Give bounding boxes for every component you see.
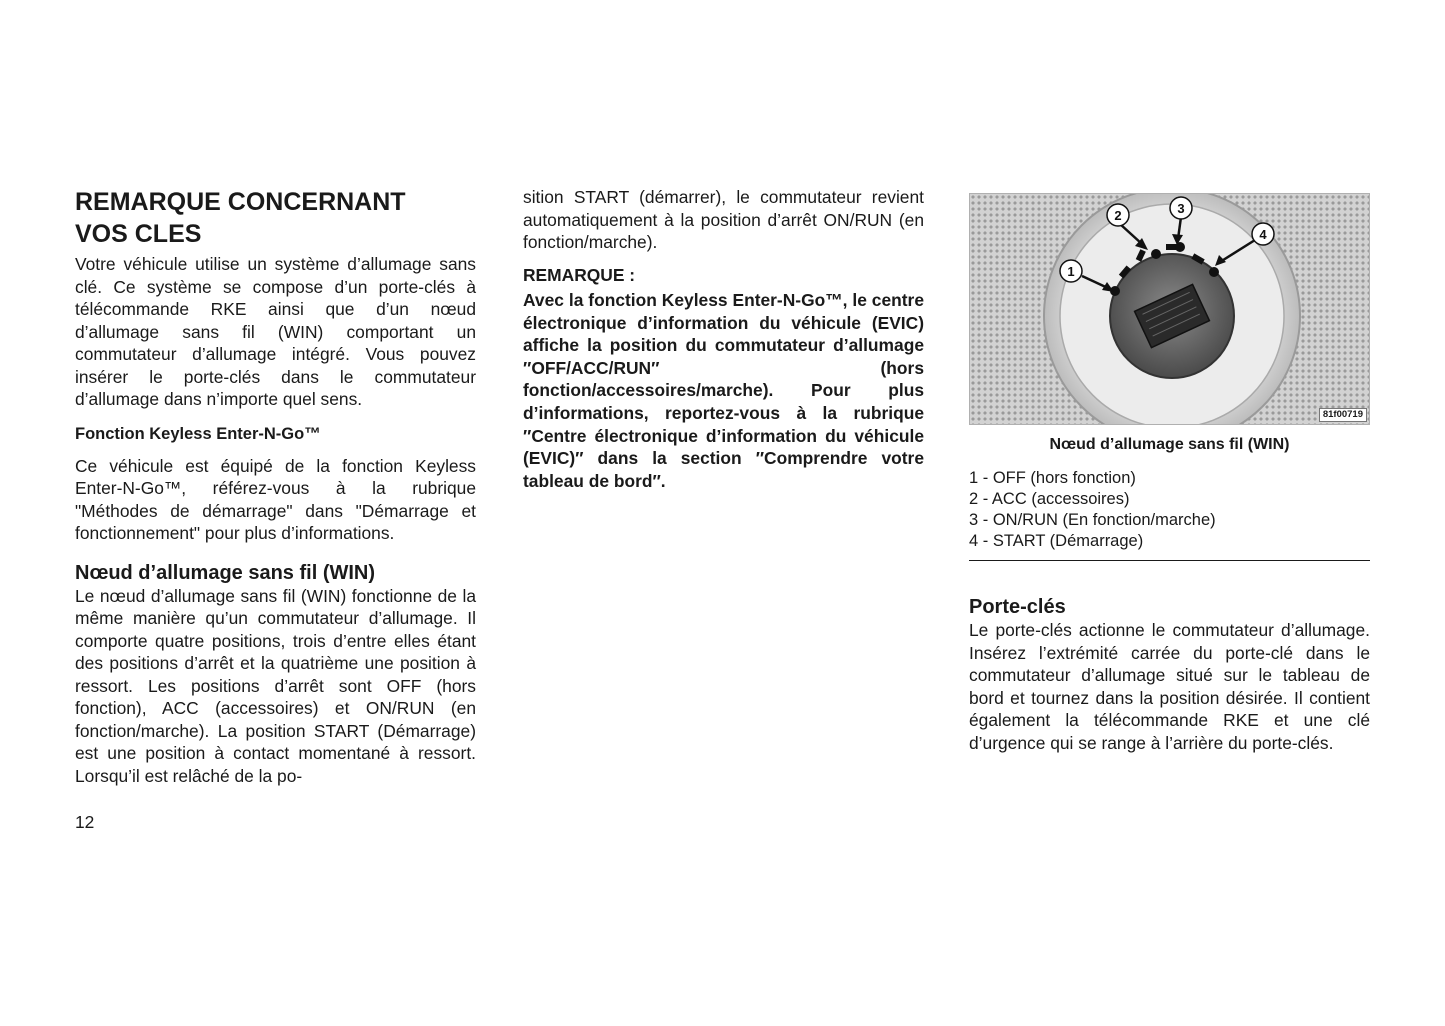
callout-2	[1107, 204, 1129, 226]
win-heading: Nœud d’allumage sans fil (WIN)	[75, 561, 376, 584]
callout-4	[1252, 223, 1274, 245]
legend-list	[969, 468, 1370, 552]
continued-paragraph: sition START (démarrer), le commutateur revient automatiquement à la position d’arrêt ON/RUN (en fonction/marche).	[523, 187, 924, 252]
callout-3-label: 3	[1177, 201, 1185, 216]
keyless-paragraph: Ce véhicule est équipé de la fonction Keyless Enter-N-Go™, référez-vous à la rubrique "Méthodes de démarrage" dans "Démarrage et fonctionnement" pour plus d’informations.	[75, 455, 476, 543]
remark-paragraph: Avec la fonction Keyless Enter-N-Go™, le centre électronique d’information du véhicule (EVIC) affiche la position du commutateur d’allumage ″OFF/ACC/RUN″ (hors fonction/accessoires/marche). Pour plus d’informations, reportez-vous à la rubrique ″Centre électronique d’information du véhicule (EVIC)″ dans la section ″Comprendre votre tableau de bord″.	[523, 290, 924, 491]
legend-item: 3 - ON/RUN (En fonction/marche)	[969, 511, 1216, 529]
callout-3	[1170, 197, 1192, 219]
left-column	[75, 186, 476, 787]
callout-4-label: 4	[1259, 227, 1267, 242]
keyless-heading: Fonction Keyless Enter-N-Go™	[75, 424, 321, 443]
callout-2-label: 2	[1114, 208, 1122, 223]
title-line-2: VOS CLES	[75, 220, 202, 248]
figure-code: 81f00719	[1319, 408, 1367, 422]
ignition-node-illustration	[969, 193, 1370, 425]
win-paragraph: Le nœud d’allumage sans fil (WIN) fonctionne de la même manière qu’un commutateur d’allumage. Il comporte quatre positions, trois d’entre elles étant des positions d’arrêt et la quatrième une position à ressort. Les positions d’arrêt sont OFF (hors fonction), ACC (accessoires) et ON/RUN (en fonction/marche). La position START (Démarrage) est une position à contact momentané à ressort. Lorsqu’il est relâché de la po-	[75, 585, 476, 786]
page-title	[75, 186, 476, 250]
key-fob-heading: Porte-clés	[969, 596, 1066, 618]
figure-caption: Nœud d’allumage sans fil (WIN)	[1049, 436, 1290, 453]
legend-item: 2 - ACC (accessoires)	[969, 490, 1130, 508]
ignition-node-drawing	[970, 194, 1370, 425]
remark-label: REMARQUE :	[523, 264, 636, 285]
title-line-1: REMARQUE CONCERNANT	[75, 188, 406, 216]
legend-item: 1 - OFF (hors fonction)	[969, 469, 1136, 487]
middle-column	[523, 186, 924, 492]
page-number: 12	[75, 812, 95, 832]
callout-1-label: 1	[1067, 264, 1075, 279]
legend-divider	[969, 560, 1370, 561]
key-fob-paragraph: Le porte-clés actionne le commutateur d’allumage. Insérez l’extrémité carrée du porte-clé dans le commutateur d’allumage situé sur le tableau de bord et tournez dans la position désirée. Il contient également la télécommande RKE et une clé d’urgence qui se range à l’arrière du porte-clés.	[969, 620, 1370, 753]
intro-paragraph: Votre véhicule utilise un système d’allumage sans clé. Ce système se compose d’un porte-clés à télécommande RKE ainsi que d’un nœud d’allumage sans fil (WIN) comportant un commutateur d’allumage intégré. Vous pouvez insérer le porte-clés dans le commutateur d’allumage dans n’importe quel sens.	[75, 254, 476, 409]
right-column	[969, 186, 1370, 754]
callout-1	[1060, 260, 1082, 282]
legend-item: 4 - START (Démarrage)	[969, 532, 1144, 550]
